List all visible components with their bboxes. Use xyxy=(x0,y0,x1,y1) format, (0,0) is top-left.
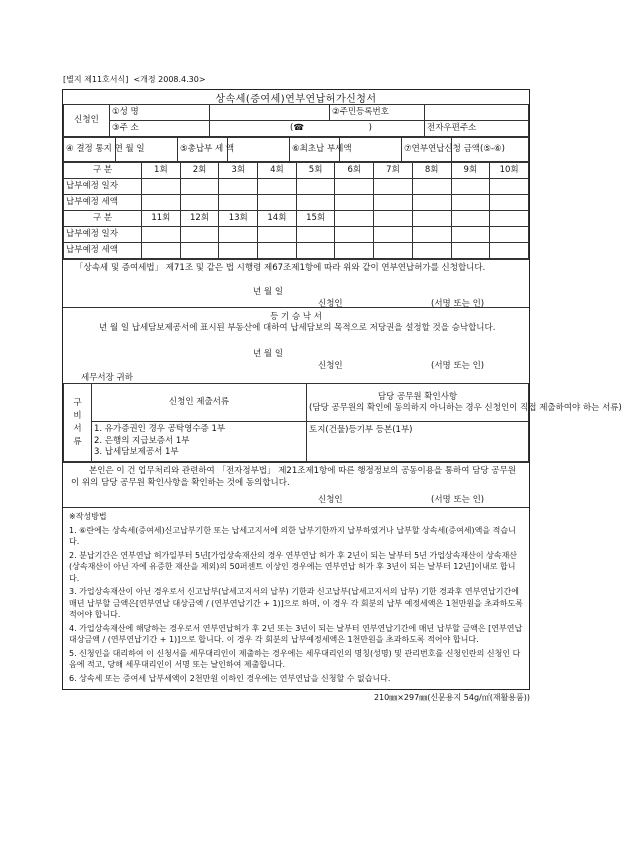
schedule-date-row-2 xyxy=(64,227,529,243)
schedule-amount-row-2 xyxy=(64,243,529,259)
schedule-date-label: 납부예정 일자 xyxy=(64,179,142,195)
name-field[interactable] xyxy=(210,105,330,121)
first-payment-label: ⑥최초납 부세액 xyxy=(290,138,340,162)
list-item: 2. 은행의 지급보증서 1부 xyxy=(94,435,190,446)
admin-consent-section xyxy=(63,462,529,507)
date-cell-b-8 xyxy=(412,227,451,243)
admin-consent-applicant: 신청인 xyxy=(318,495,343,505)
amount-cell-b-9 xyxy=(451,243,490,259)
revision-note: <개정 2008.4.30> xyxy=(133,75,206,84)
amount-cell-b-10 xyxy=(490,243,529,259)
date-cell-b-2[interactable] xyxy=(180,227,219,243)
rrn-field[interactable] xyxy=(425,105,529,121)
round-header-4: 4회 xyxy=(258,163,297,179)
date-cell-6[interactable] xyxy=(335,179,374,195)
instruction-item: 5. 신청인을 대리하여 이 신청서를 세무대리인이 제출하는 경우에는 세무대리인의 명칭(성명) 및 관리번호를 신청인란의 신청인 다음에 적고, 당해 세무대리인이 서명 또는 날인하여 제출합니다. xyxy=(69,648,521,669)
schedule-header-row xyxy=(64,163,529,179)
schedule-gubun-label-2: 구 분 xyxy=(64,211,142,227)
round-header-b-1: 11회 xyxy=(142,211,181,227)
tax-info-table xyxy=(63,137,529,162)
amount-cell-4[interactable] xyxy=(258,195,297,211)
request-applicant: 신청인 xyxy=(318,299,343,309)
payment-schedule-table xyxy=(63,162,529,259)
round-header-9: 9회 xyxy=(451,163,490,179)
instruction-item: 2. 분납기간은 연부연납 허가일부터 5년[가업상속재산의 경우 연부연납 허가 후 2년이 되는 날부터 5년 가업상속재산이 상속재산(상속재산이 아닌 자에 유증한 재산을 제외)의 50퍼센트 이상인 경우에는 연부연납 허가 후 3년이 되는 날부터 12년]이내로 합니다. xyxy=(69,550,518,583)
paper-spec-footer: 210㎜×297㎜(신문용지 54g/㎡(재활용품)) xyxy=(373,693,530,702)
total-tax-label: ⑤총납부 세 액 xyxy=(178,138,228,162)
instruction-item: 6. 상속세 또는 증여세 납부세액이 2천만원 이하인 경우에는 연부연납을 신청할 수 없습니다. xyxy=(69,673,391,683)
round-header-7: 7회 xyxy=(374,163,413,179)
instructions-title: ※작성방법 xyxy=(69,512,107,521)
amount-cell-10[interactable] xyxy=(490,195,529,211)
date-cell-3[interactable] xyxy=(219,179,258,195)
round-header-2: 2회 xyxy=(180,163,219,179)
date-cell-b-5[interactable] xyxy=(296,227,335,243)
date-cell-8[interactable] xyxy=(412,179,451,195)
address-field[interactable]: (☎ ) xyxy=(210,121,425,137)
total-tax-field[interactable] xyxy=(228,138,290,162)
request-date: 년 월 일 xyxy=(253,287,284,297)
amount-cell-b-1[interactable] xyxy=(142,243,181,259)
round-header-b-5: 15회 xyxy=(296,211,335,227)
date-cell-b-6 xyxy=(335,227,374,243)
date-cell-b-3[interactable] xyxy=(219,227,258,243)
date-cell-b-10 xyxy=(490,227,529,243)
submit-docs-list xyxy=(92,422,307,462)
registration-consent-sign: (서명 또는 인) xyxy=(431,361,485,371)
round-header-b-6 xyxy=(335,211,374,227)
decision-date-label: ④ 결정 통지 연 월 일 xyxy=(64,138,116,162)
applicant-label: 신청인 xyxy=(64,105,110,137)
schedule-amount-row xyxy=(64,195,529,211)
list-item: 3. 납세담보제공서 1부 xyxy=(94,447,179,457)
registration-consent-applicant: 신청인 xyxy=(318,361,343,371)
docs-side-label: 구 비 서 류 xyxy=(64,384,92,462)
round-header-3: 3회 xyxy=(219,163,258,179)
registration-consent-date: 년 월 일 xyxy=(253,349,284,359)
applicant-table xyxy=(63,104,529,137)
registration-consent-title: 등 기 승 낙 서 xyxy=(270,312,322,322)
required-docs-table xyxy=(63,383,622,462)
round-header-6: 6회 xyxy=(335,163,374,179)
date-cell-b-4[interactable] xyxy=(258,227,297,243)
installment-amount-label: ⑦연부연납신청 금액(⑤-⑥) xyxy=(402,138,452,162)
rrn-label: ②주민등록번호 xyxy=(330,105,425,121)
amount-cell-5[interactable] xyxy=(296,195,335,211)
request-text: 「상속세 및 증여세법」 제71조 및 같은 법 시행령 제67조제1항에 따라 위와 같이 연부연납허가를 신청합니다. xyxy=(75,263,486,273)
round-header-b-2: 12회 xyxy=(180,211,219,227)
date-cell-b-9 xyxy=(451,227,490,243)
request-section xyxy=(63,259,529,307)
schedule-gubun-label: 구 분 xyxy=(64,163,142,179)
schedule-date-row xyxy=(64,179,529,195)
amount-cell-9[interactable] xyxy=(451,195,490,211)
schedule-date-label-2: 납부예정 일자 xyxy=(64,227,142,243)
email-field[interactable] xyxy=(425,121,529,137)
round-header-8: 8회 xyxy=(412,163,451,179)
schedule-amount-label-2: 납부예정 세액 xyxy=(64,243,142,259)
application-form xyxy=(62,89,622,690)
amount-cell-6[interactable] xyxy=(335,195,374,211)
date-cell-2[interactable] xyxy=(180,179,219,195)
date-cell-b-1[interactable] xyxy=(142,227,181,243)
form-no: [별지 제11호서식] xyxy=(63,75,129,84)
amount-cell-2[interactable] xyxy=(180,195,219,211)
instruction-item: 3. 가업상속재산이 아닌 경우로서 신고납부(납세고지서의 납부) 기한과 신고납부(납세고지서의 납부) 기한 경과후 연부연납기간에 매년 납부할 금액은[연부연납 대상금액 / (연부연납기간 + 1)]으로 하며, 이 경우 각 회분의 납부 예정세액은 1천만원을 초과하도록 적어야 합니다. xyxy=(69,587,523,619)
round-header-b-10 xyxy=(490,211,529,227)
amount-cell-b-7 xyxy=(374,243,413,259)
instruction-item: 4. 가업상속재산에 해당하는 경우로서 연부연납허가 후 2년 또는 3년이 되는 날부터 연부연납기간에 매년 납부할 금액은 [연부연납 대상금액 / (연부연납기간 + 1)]으로 합니다. 이 경우 각 회분의 납부예정세액은 1천만원을 초과하도록 적어야 합니다. xyxy=(69,623,523,644)
schedule-header-row-2 xyxy=(64,211,529,227)
round-header-b-8 xyxy=(412,211,451,227)
date-cell-4[interactable] xyxy=(258,179,297,195)
amount-cell-b-5[interactable] xyxy=(296,243,335,259)
amount-cell-b-8 xyxy=(412,243,451,259)
round-header-b-4: 14회 xyxy=(258,211,297,227)
amount-cell-b-4[interactable] xyxy=(258,243,297,259)
instructions-section xyxy=(63,507,529,689)
phone-icon: (☎ xyxy=(290,123,304,133)
submit-docs-header: 신청인 제출서류 xyxy=(92,384,307,422)
form-title: 상속세(증여세)연부연납허가신청서 xyxy=(215,94,377,105)
check-docs-list xyxy=(307,422,529,462)
amount-cell-8[interactable] xyxy=(412,195,451,211)
registration-consent-text: 년 월 일 납세담보제공서에 표시된 부동산에 대하여 납세담보의 목적으로 저당권을 설정할 것을 승낙합니다. xyxy=(99,323,496,333)
amount-cell-b-2[interactable] xyxy=(180,243,219,259)
round-header-5: 5회 xyxy=(296,163,335,179)
form-number-header xyxy=(63,74,206,85)
name-label: ①성 명 xyxy=(110,105,210,121)
date-cell-b-7 xyxy=(374,227,413,243)
registration-consent-section xyxy=(63,307,529,383)
round-header-b-3: 13회 xyxy=(219,211,258,227)
round-header-b-7 xyxy=(374,211,413,227)
admin-consent-text: 본인은 이 건 업무처리와 관련하여 「전자정부법」 제21조제1항에 따른 행정정보의 공동이용을 통하여 담당 공무원이 위의 담당 공무원 확인사항을 확인하는 것에 동의합니다. xyxy=(71,466,516,488)
address-label: ③주 소 xyxy=(110,121,210,137)
amount-cell-7[interactable] xyxy=(374,195,413,211)
amount-cell-b-3[interactable] xyxy=(219,243,258,259)
amount-cell-1[interactable] xyxy=(142,195,181,211)
date-cell-9[interactable] xyxy=(451,179,490,195)
request-sign: (서명 또는 인) xyxy=(431,299,485,309)
date-cell-10[interactable] xyxy=(490,179,529,195)
amount-cell-b-6 xyxy=(335,243,374,259)
amount-cell-3[interactable] xyxy=(219,195,258,211)
round-header-10: 10회 xyxy=(490,163,529,179)
date-cell-5[interactable] xyxy=(296,179,335,195)
schedule-amount-label: 납부예정 세액 xyxy=(64,195,142,211)
tax-office-addressee: 세무서장 귀하 xyxy=(81,373,133,383)
list-item: 토지(건물)등기부 등본(1부) xyxy=(309,425,413,435)
round-header-1: 1회 xyxy=(142,163,181,179)
round-header-b-9 xyxy=(451,211,490,227)
list-item: 1. 유가증권인 경우 공탁영수증 1부 xyxy=(94,424,226,434)
check-docs-header: 담당 공무원 확인사항 (담당 공무원의 확인에 동의하지 아니하는 경우 신청인이 직접 제출하여야 하는 서류) xyxy=(307,384,529,422)
date-cell-7[interactable] xyxy=(374,179,413,195)
instruction-item: 1. ⑥란에는 상속세(증여세)신고납부기한 또는 납세고지서에 의한 납부기한까지 납부하였거나 납부할 상속세(증여세)액을 적습니다. xyxy=(69,525,516,546)
date-cell-1[interactable] xyxy=(142,179,181,195)
admin-consent-sign: (서명 또는 인) xyxy=(431,495,485,505)
email-label: 전자우편주소 xyxy=(427,123,477,133)
